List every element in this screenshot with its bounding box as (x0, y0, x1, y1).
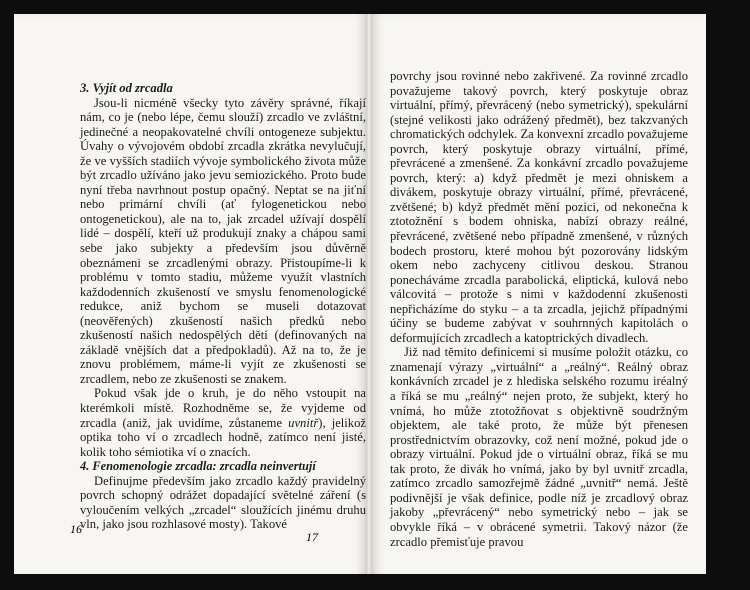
left-paragraph-1: Jsou-li nicméně všecky tyto závěry správné, říkají nám, co je (nebo lépe, čemu slouží) zrcadlo ve zvláštní, jedinečné a neopakovatelné chvíli ontogeneze subjektu. Úvahy o vývojovém období zrcadla zkrátka nevylučují, že ve vyšších stadiích vývoje symbolického života může být zrcadlo užíváno jako jevu semiozického. Proto bude nyní třeba navrhnout postup opačný. Neptat se na jiťní nebo primární chvíli (ať fylogenetickou nebo ontogenetickou), ale na to, jak zrcadel užívají dospělí lidé – dospělí, kteří už produkují znaky a chápou sami sebe jako subjekty a především jsou důvěrně obeznámeni se zrcadlenými obrazy. Přistoupíme-li k problému v tomto stadiu, můžeme využít vlastních každodenních zkušeností ve smyslu fenomenologické redukce, aniž bychom se museli dotazovat (neověřených) zkušeností našich předků nebo zkušeností našich nedospělých dětí (definovaných na základě vnějších dat a předpokladů). Až na to, že je znovu problémem, máme-li vyjít ze zkušenosti se zrcadlem, nebo ze zkušenosti se znakem. (80, 95, 366, 386)
page-number-left: 16 (70, 522, 82, 536)
right-page-text (390, 69, 688, 549)
right-paragraph-2: Již nad těmito definicemi si musíme položit otázku, co znamenají výrazy „virtuální“ a „reálný“. Reálný obraz konkávních zrcadel je z hlediska selského rozumu iréalný a říká se mu „reálný“ nejen proto, že subjekt, který ho vnímá, ho může ztotožňovat s objektivně soudržným objektem, ale také proto, že může být přenesen prostřednictvím obrazovky, což není možné, pokud jde o obrazy virtuální. Pokud jde o virtuální obraz, říká se mu tak proto, že divák ho vnímá, jako by byl uvnitř zrcadla, zatímco zrcadlo samozřejmě žádné „uvnitř“ nemá. Ještě podivnější je však definice, podle níž je zrcadlový obraz jakoby „převrácený“ nebo symetrický nebo – jak se obvykle říká – v obrácené symetrii. Takový názor (že zrcadlo přemisťuje pravou (390, 345, 688, 549)
italic-emphasis: uvnitř (288, 415, 319, 430)
book-gutter (366, 14, 372, 574)
left-paragraph-2 (80, 386, 366, 459)
left-page (14, 14, 368, 574)
left-page-text (80, 81, 366, 532)
section-heading-4: 4. Fenomenologie zrcadla: zrcadla neinvertují (80, 459, 316, 474)
page-number-right: 17 (306, 530, 318, 544)
right-paragraph-1: povrchy jsou rovinné nebo zakřivené. Za rovinné zrcadlo považujeme takový povrch, který poskytuje obraz virtuální, přímý, převrácený (nebo symetrický), spekulární (stejné velikosti jako odrážený předmět), bez takzvaných chromatických odchylek. Za konvexní zrcadlo považujeme povrch, který poskytuje obrazy virtuální, přímé, převrácené a zmenšené. Za konkávní zrcadlo považujeme povrch, který: a) když předmět je mezi ohniskem a divákem, poskytuje obrazy virtuální, přímé, převrácené, zvětšené; b) když předmět mění pozici, od nekonečna k ztotožnění s bodem ohniska, nabízí obrazy reálné, převrácené, zvětšené nebo případně zmenšené, v různých bodech prostoru, které mohou být pozorovány lidským okem nebo zachyceny citlivou deskou. Stranou ponecháváme zrcadla parabolická, eliptická, kulová nebo válcovitá – protože s nimi v každodenní zkušenosti nepřicházíme do styku – a ta zrcadla, jejichž případnými účiny se budeme zabývat v souhrnných kapitolách o deformujících zrcadlech a katoptrických divadlech. (390, 69, 688, 345)
section-heading-3: 3. Vyjít od zrcadla (80, 81, 173, 95)
left-paragraph-3: Definujme především jako zrcadlo každý pravidelný povrch schopný odrážet dopadající světelné záření (s vyloučením velkých „zrcadel“ sloužících jinému druhu vln, jako jsou rozhlasové mosty). Takové (80, 473, 366, 532)
right-page (370, 14, 706, 574)
left-paragraph-2-text: Pokud však jde o kruh, je do něho vstoupit na kterémkoli místě. Rozhodněme se, že vyjdeme od zrcadla (aniž, jak uvidíme, zůstaneme uvnitř), jelikož optika toho ví o zrcadlech hodně, zatímco není jisté, kolik toho sémiotika ví o znacích. (80, 386, 366, 459)
